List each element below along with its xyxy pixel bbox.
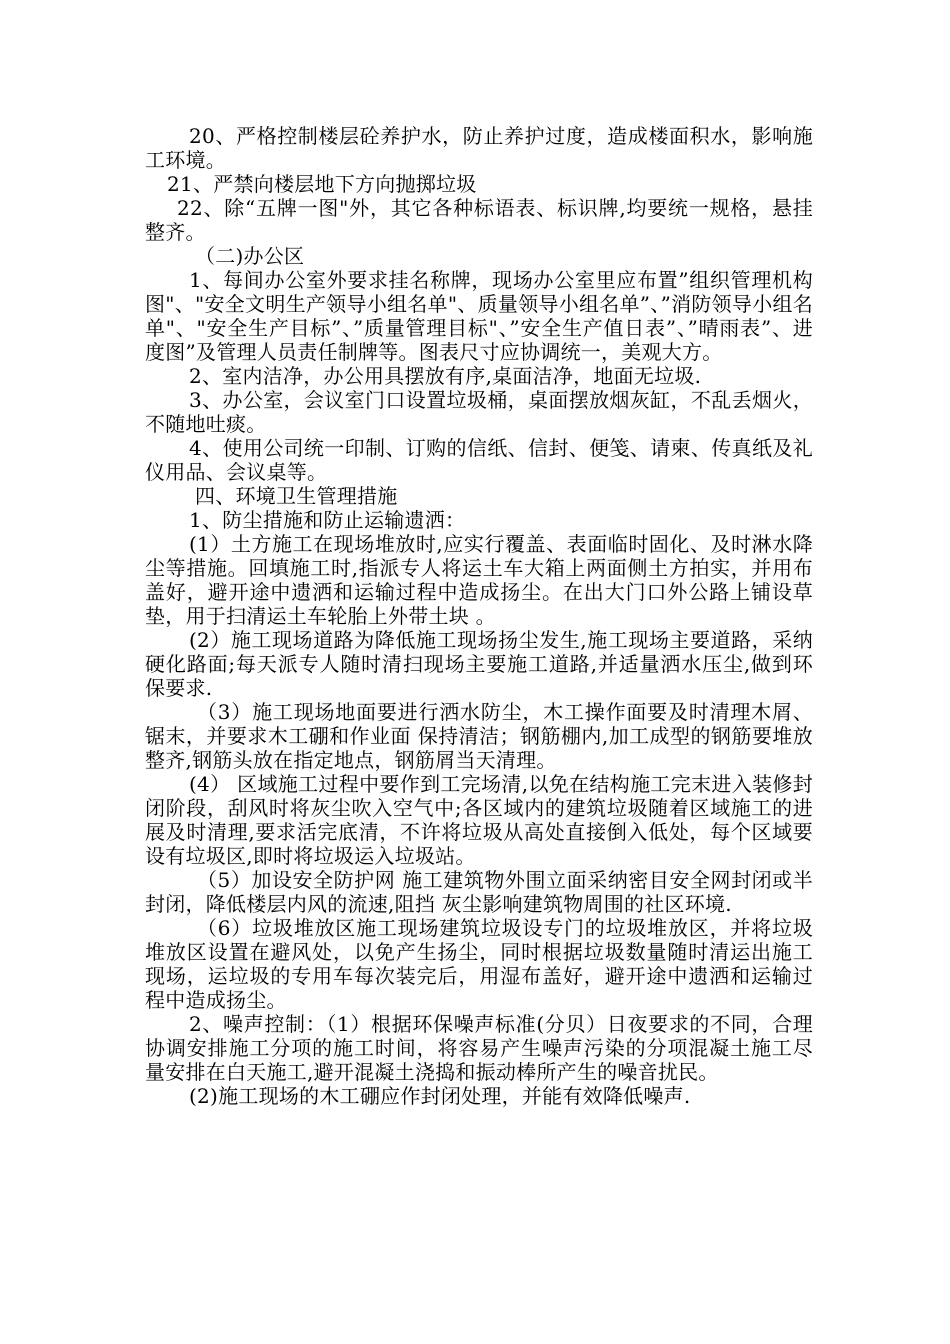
- paragraph-dust-1: (1）土方施工在现场堆放时,应实行覆盖、表面临时固化、及时淋水降尘等措施。回填施工时,指派专人将运土车大箱上两面侧土方拍实，并用布盖好，避开途中遗洒和运输过程中造成扬尘。在出大门口外公路上铺设草垫，用于扫清运土车轮胎上外带土块 。: [145, 532, 813, 628]
- paragraph-office-4: 4、使用公司统一印制、订购的信纸、信封、便笺、请柬、传真纸及礼仪用品、会议桌等。: [145, 436, 813, 484]
- paragraph-20: 20、严格控制楼层砼养护水，防止养护过度，造成楼面积水，影响施工环境。: [145, 124, 813, 172]
- paragraph-21: 21、严禁向楼层地下方向抛掷垃圾: [167, 172, 477, 196]
- paragraph-office-2: 2、室内洁净，办公用具摆放有序,桌面洁净，地面无垃圾.: [189, 364, 702, 388]
- paragraph-dust-6: （6）垃圾堆放区施工现场建筑垃圾设专门的垃圾堆放区，并将垃圾堆放区设置在避风处，以免产生扬尘，同时根据垃圾数量随时清运出施工现场，运垃圾的专用车每次装完后，用湿布盖好，避开途中遗洒和运输过程中造成扬尘。: [145, 916, 813, 1012]
- paragraph-office-3: 3、办公室，会议室门口设置垃圾桶，桌面摆放烟灰缸，不乱丢烟火，不随地吐痰。: [145, 388, 813, 436]
- paragraph-office-1: 1、每间办公室外要求挂名称牌，现场办公室里应布置”组织管理机构图"、"安全文明生产领导小组名单"、质量领导小组名单”、”消防领导小组名单"、"安全生产目标”、”质量管理目标"、”安全生产值日表”、”晴雨表”、进度图”及管理人员责任制牌等。图表尺寸应协调统一，美观大方。: [145, 268, 813, 364]
- paragraph-dust-5: （5）加设安全防护网 施工建筑物外围立面采纳密目安全网封闭或半封闭，降低楼层内风的流速,阻挡 灰尘影响建筑物周围的社区环境.: [145, 868, 813, 916]
- paragraph-dust-heading: 1、防尘措施和防止运输遗洒：: [189, 508, 466, 532]
- section-heading-office: （二)办公区: [195, 244, 305, 268]
- document-body: [145, 124, 813, 1108]
- paragraph-noise-2: (2)施工现场的木工硼应作封闭处理，并能有效降低噪声.: [189, 1084, 691, 1108]
- section-heading-hygiene: 四、环境卫生管理措施: [195, 484, 398, 508]
- paragraph-dust-2: (2）施工现场道路为降低施工现场扬尘发生,施工现场主要道路，采纳硬化路面;每天派专人随时清扫现场主要施工道路,并适量洒水压尘,做到环保要求.: [145, 628, 813, 700]
- paragraph-22: 22、除“五牌一图"外，其它各种标语表、标识牌,均要统一规格，悬挂整齐。: [145, 196, 813, 244]
- paragraph-noise-1: 2、噪声控制：（1）根据环保噪声标准(分贝）日夜要求的不同，合理协调安排施工分项的施工时间，将容易产生噪声污染的分项混凝土施工尽量安排在白天施工,避开混凝土浇捣和振动棒所产生的噪音扰民。: [145, 1012, 813, 1084]
- paragraph-dust-4: (4） 区域施工过程中要作到工完场清,以免在结构施工完末进入装修封闭阶段，刮风时将灰尘吹入空气中;各区域内的建筑垃圾随着区域施工的进展及时清理,要求活完底清，不许将垃圾从高处直接倒入低处，每个区域要设有垃圾区,即时将垃圾运入垃圾站。: [145, 772, 813, 868]
- paragraph-dust-3: （3）施工现场地面要进行洒水防尘，木工操作面要及时清理木屑、锯末，并要求木工硼和作业面 保持清洁；钢筋棚内,加工成型的钢筋要堆放整齐,钢筋头放在指定地点，钢筋屑当天清理。: [145, 700, 813, 772]
